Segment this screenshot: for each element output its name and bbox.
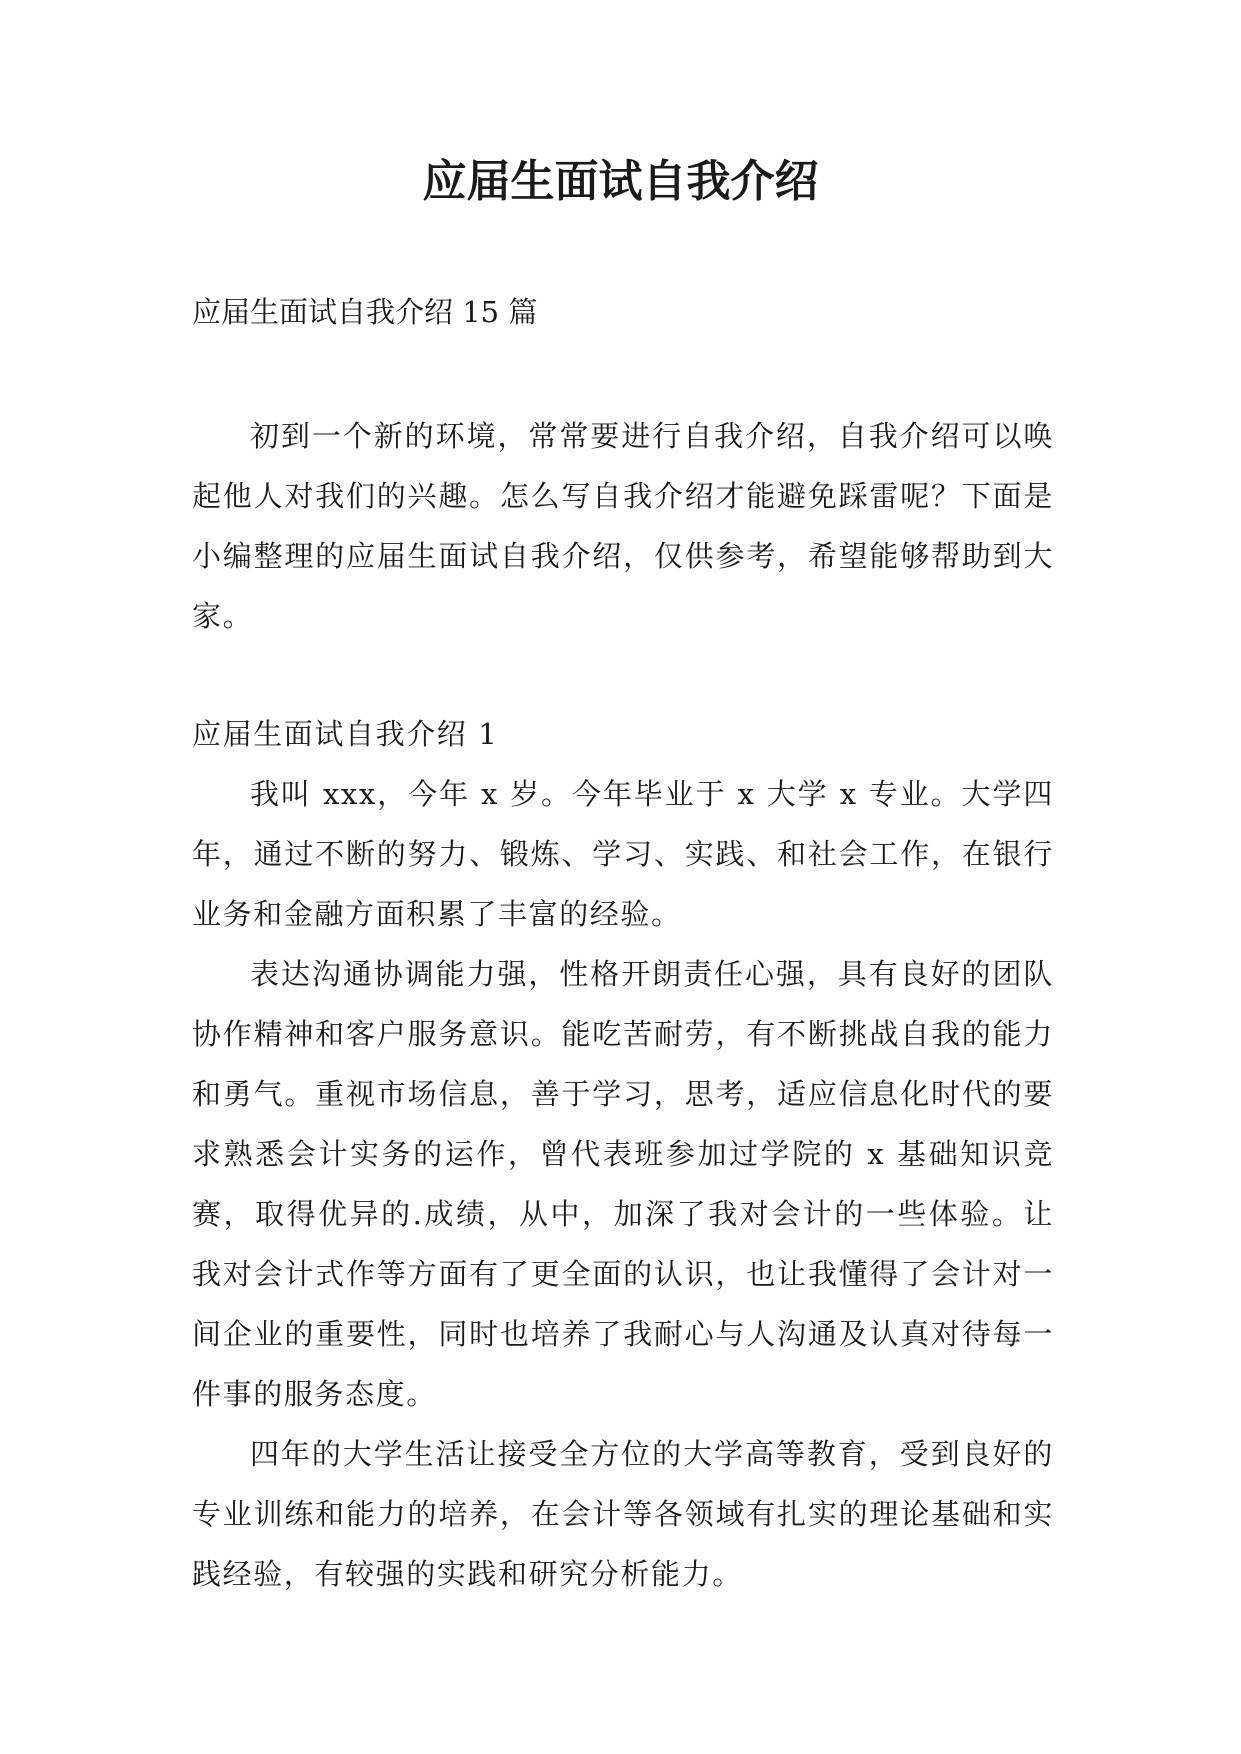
page-title: 应届生面试自我介绍 [422,156,819,207]
body-paragraph: 四年的大学生活让接受全方位的大学高等教育，受到良好的专业训练和能力的培养，在会计等各领域有扎实的理论基础和实践经验，有较强的实践和研究分析能力。 [192,1437,1054,1591]
body-paragraph: 我叫 xxx，今年 x 岁。今年毕业于 x 大学 x 专业。大学四年，通过不断的努力、锻炼、学习、实践、和社会工作，在银行业务和金融方面积累了丰富的经验。 [192,777,1054,931]
body-paragraph: 表达沟通协调能力强，性格开朗责任心强，具有良好的团队协作精神和客户服务意识。能吃苦耐劳，有不断挑战自我的能力和勇气。重视市场信息，善于学习，思考，适应信息化时代的要求熟悉会计实务的运作，曾代表班参加过学院的 x 基础知识竞赛，取得优异的.成绩，从中，加深了我对会计的一些体验。让我对会计式作等方面有了更全面的认识，也让我懂得了会计对一间企业的重要性，同时也培养了我耐心与人沟通及认真对待每一件事的服务态度。 [192,957,1054,1411]
intro-paragraph: 初到一个新的环境，常常要进行自我介绍，自我介绍可以唤起他人对我们的兴趣。怎么写自我介绍才能避免踩雷呢？下面是小编整理的应届生面试自我介绍，仅供参考，希望能够帮助到大家。 [192,419,1054,633]
document-body [192,406,1054,1604]
document-subtitle: 应届生面试自我介绍 15 篇 [192,295,538,329]
section-heading: 应届生面试自我介绍 1 [192,717,499,751]
